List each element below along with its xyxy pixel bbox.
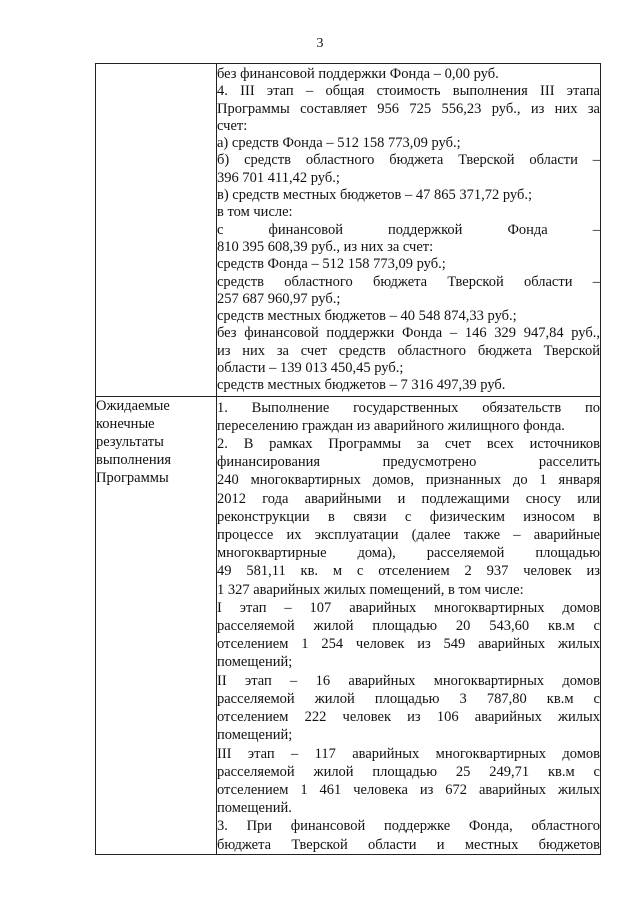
text-line: помещений; bbox=[217, 727, 293, 744]
text-line: 49 581,11 кв. м с отселением 2 937 человек из bbox=[217, 563, 600, 580]
page-number: 3 bbox=[316, 36, 324, 51]
row-label-line: Ожидаемые bbox=[96, 397, 170, 414]
text-line: средств областного бюджета Тверской области – bbox=[217, 273, 600, 290]
row-label-cell bbox=[96, 64, 217, 397]
text-line: отселением 222 человек из 106 аварийных жилых bbox=[217, 709, 600, 726]
text-line: помещений; bbox=[217, 654, 293, 671]
row-label-line: выполнения bbox=[96, 451, 172, 468]
program-passport-table bbox=[95, 63, 601, 855]
text-line: в) средств местных бюджетов – 47 865 371,72 руб.; bbox=[217, 187, 532, 204]
text-line: 396 701 411,42 руб.; bbox=[217, 169, 340, 186]
text-line: 240 многоквартирных домов, признанных до 1 января bbox=[217, 472, 600, 489]
text-line: расселяемой жилой площадью 3 787,80 кв.м с bbox=[217, 690, 600, 707]
text-line: 257 687 960,97 руб.; bbox=[217, 290, 341, 307]
row-label-line: конечные bbox=[96, 415, 155, 432]
row-content-cell bbox=[217, 396, 601, 854]
text-line: отселением 1 461 человека из 672 аварийных жилых bbox=[217, 781, 600, 798]
text-line: расселяемой жилой площадью 20 543,60 кв.м с bbox=[217, 618, 600, 635]
text-line: средств Фонда – 512 158 773,09 руб.; bbox=[217, 256, 446, 273]
text-line: 4. III этап – общая стоимость выполнения III этапа bbox=[217, 83, 600, 100]
text-line: 2. В рамках Программы за счет всех источников bbox=[217, 436, 600, 453]
text-line: I этап – 107 аварийных многоквартирных домов bbox=[217, 599, 600, 616]
row-label-cell bbox=[96, 396, 217, 854]
text-line: средств местных бюджетов – 7 316 497,39 руб. bbox=[217, 377, 506, 394]
text-line: III этап – 117 аварийных многоквартирных домов bbox=[217, 745, 600, 762]
row-label-line: Программы bbox=[96, 469, 169, 486]
text-line: финансирования предусмотрено расселить bbox=[217, 454, 600, 471]
text-line: 1. Выполнение государственных обязательств по bbox=[217, 399, 600, 416]
text-line: многоквартирные дома), расселяемой площадью bbox=[217, 545, 600, 562]
row-content-cell bbox=[217, 64, 601, 397]
text-line: 1 327 аварийных жилых помещений, в том числе: bbox=[217, 581, 524, 598]
text-line: помещений. bbox=[217, 800, 292, 817]
text-line: счет: bbox=[217, 117, 248, 134]
text-line: расселяемой жилой площадью 25 249,71 кв.м с bbox=[217, 763, 600, 780]
text-line: с финансовой поддержкой Фонда – bbox=[217, 221, 600, 238]
text-line: 2012 года аварийными и подлежащими сносу или bbox=[217, 490, 600, 507]
text-line: без финансовой поддержки Фонда – 146 329 947,84 руб., bbox=[217, 325, 600, 342]
row-label-line: результаты bbox=[96, 433, 164, 450]
table-row-expected-results bbox=[96, 396, 601, 854]
text-line: реконструкции в связи с физическим износом в bbox=[217, 508, 600, 525]
text-line: 810 395 608,39 руб., из них за счет: bbox=[217, 238, 434, 255]
text-line: б) средств областного бюджета Тверской области – bbox=[217, 152, 600, 169]
text-line: бюджета Тверской области и местных бюджетов bbox=[217, 836, 600, 853]
text-line: Программы составляет 956 725 556,23 руб., из них за bbox=[217, 100, 600, 117]
text-line: без финансовой поддержки Фонда – 0,00 руб. bbox=[217, 66, 499, 82]
text-line: из них за счет средств областного бюджета Тверской bbox=[217, 342, 600, 359]
text-line: процессе их эксплуатации (далее также – аварийные bbox=[217, 527, 600, 544]
text-line: области – 139 013 450,45 руб.; bbox=[217, 360, 404, 377]
text-line: в том числе: bbox=[217, 204, 293, 221]
text-line: средств местных бюджетов – 40 548 874,33 руб.; bbox=[217, 308, 517, 325]
table-row-financing bbox=[96, 64, 601, 397]
text-line: II этап – 16 аварийных многоквартирных домов bbox=[217, 672, 600, 689]
text-line: 3. При финансовой поддержке Фонда, областного bbox=[217, 818, 600, 835]
text-line: отселением 1 254 человек из 549 аварийных жилых bbox=[217, 636, 600, 653]
text-line: а) средств Фонда – 512 158 773,09 руб.; bbox=[217, 135, 461, 152]
text-line: переселению граждан из аварийного жилищного фонда. bbox=[217, 417, 565, 434]
